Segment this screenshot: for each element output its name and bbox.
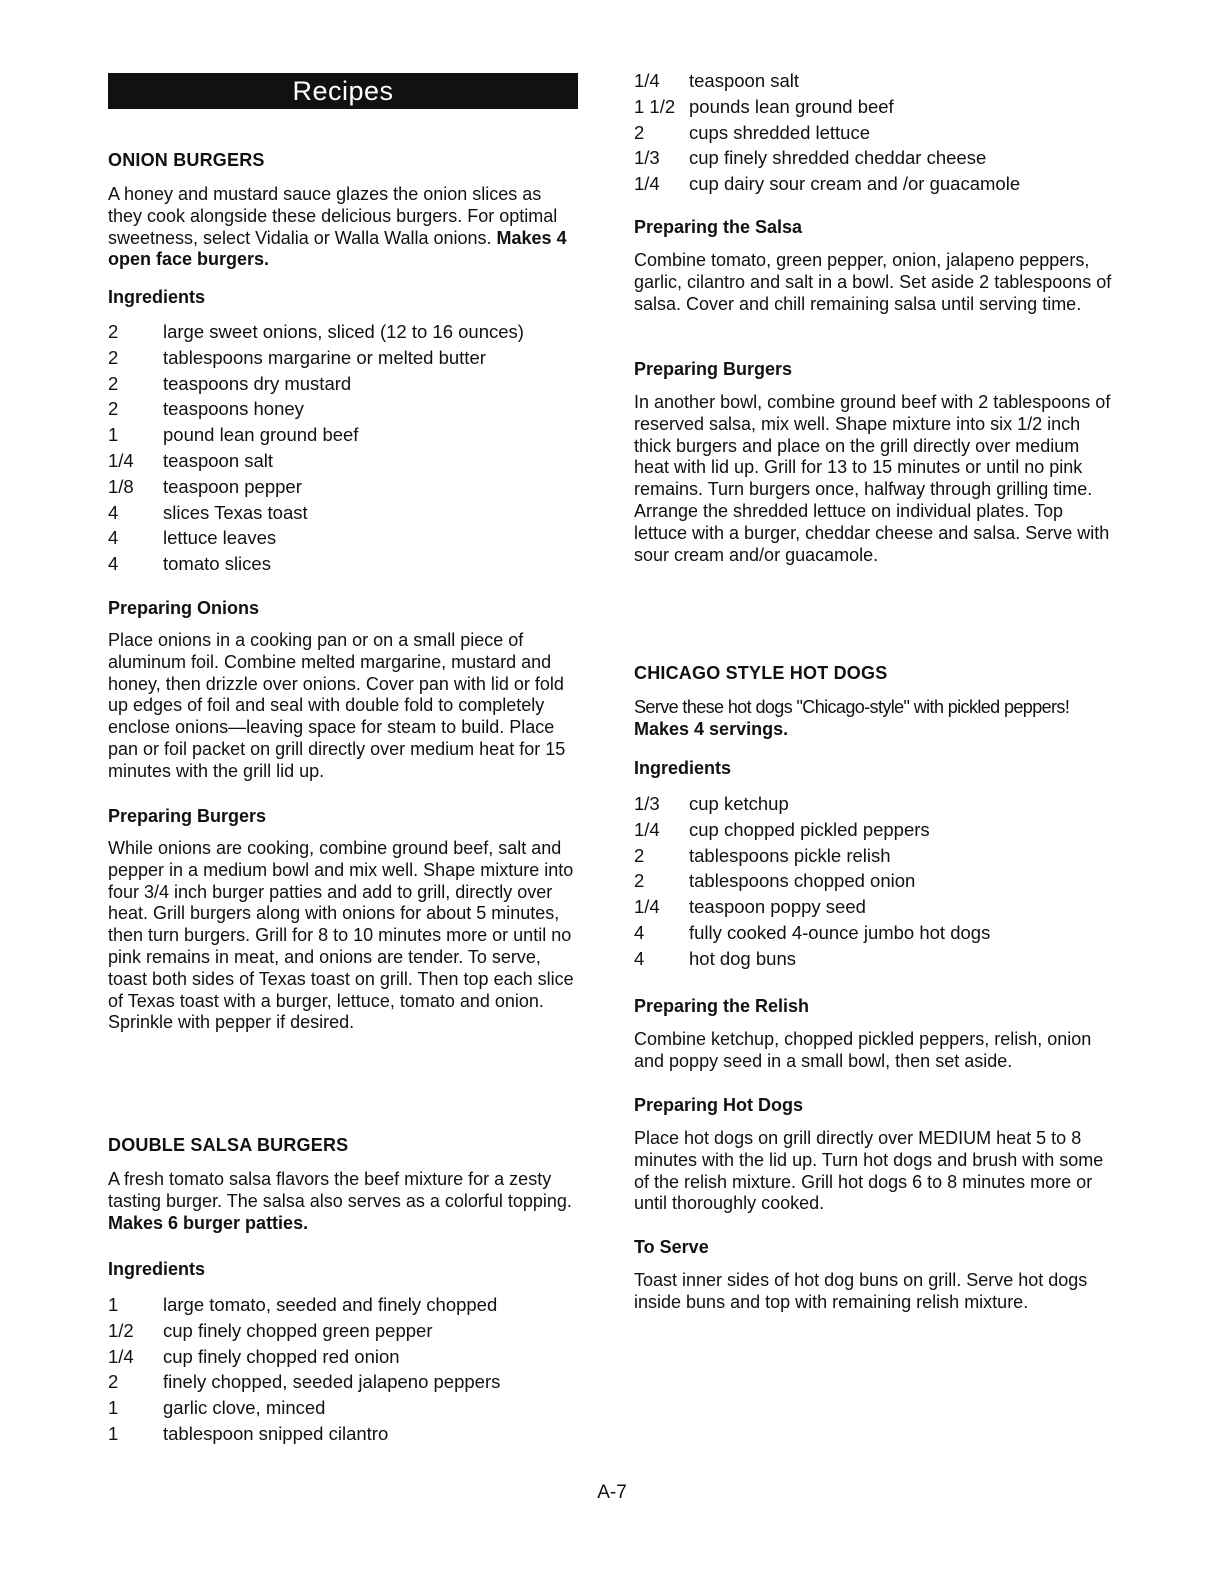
ingredient-item bbox=[108, 422, 578, 448]
preparing-hot-dogs-heading: Preparing Hot Dogs bbox=[634, 1095, 804, 1115]
ingredient-item bbox=[634, 894, 1114, 920]
preparing-relish-text: Combine ketchup, chopped pickled peppers, relish, onion and poppy seed in a small bowl, then set aside. bbox=[634, 1029, 1092, 1071]
hot-dogs-yield: Makes 4 servings. bbox=[634, 718, 789, 739]
ingredient-item bbox=[108, 1292, 578, 1318]
ingredient-text: fully cooked 4-ounce jumbo hot dogs bbox=[689, 921, 991, 943]
double-salsa-ingredients-heading: Ingredients bbox=[108, 1259, 206, 1279]
ingredient-item bbox=[108, 474, 578, 500]
ingredient-quantity: 1/4 bbox=[108, 1345, 134, 1367]
ingredient-item bbox=[108, 371, 578, 397]
ingredient-text: teaspoon pepper bbox=[163, 475, 302, 497]
ingredient-quantity: 4 bbox=[634, 947, 645, 969]
ingredient-text: cup dairy sour cream and /or guacamole bbox=[689, 173, 1021, 195]
ingredient-quantity: 1/4 bbox=[634, 896, 660, 918]
ingredient-text: teaspoons dry mustard bbox=[163, 372, 352, 394]
ingredient-item bbox=[634, 920, 1114, 946]
ingredient-quantity: 4 bbox=[108, 527, 119, 549]
ingredient-quantity: 1/8 bbox=[108, 475, 134, 497]
double-salsa-ingredient-list-continued bbox=[634, 68, 1114, 197]
ingredient-text: cup ketchup bbox=[689, 793, 789, 814]
ingredient-quantity: 1/3 bbox=[634, 793, 660, 814]
ingredient-quantity: 4 bbox=[634, 921, 645, 943]
salsa-preparing-burgers-heading: Preparing Burgers bbox=[634, 359, 793, 379]
ingredient-item bbox=[108, 500, 578, 526]
preparing-salsa-text: Combine tomato, green pepper, onion, jalapeno peppers, garlic, cilantro and salt in a bowl. Set aside 2 tablespoons of salsa. Cover and chill remaining salsa until serving time. bbox=[634, 250, 1112, 314]
to-serve-heading: To Serve bbox=[634, 1237, 709, 1257]
ingredient-text: lettuce leaves bbox=[163, 527, 277, 549]
ingredient-quantity: 2 bbox=[634, 870, 645, 892]
ingredient-item bbox=[108, 396, 578, 422]
ingredient-quantity: 1/2 bbox=[108, 1319, 134, 1341]
ingredient-quantity: 1 bbox=[108, 424, 119, 446]
preparing-salsa-heading: Preparing the Salsa bbox=[634, 217, 803, 237]
ingredient-item bbox=[634, 120, 1114, 146]
ingredient-item bbox=[108, 1369, 578, 1395]
ingredient-text: cups shredded lettuce bbox=[689, 121, 871, 143]
ingredient-item bbox=[634, 145, 1114, 171]
ingredient-quantity: 1 bbox=[108, 1422, 119, 1444]
ingredient-quantity: 1 bbox=[108, 1294, 119, 1315]
ingredient-quantity: 1 bbox=[108, 1397, 119, 1419]
ingredient-text: pounds lean ground beef bbox=[689, 95, 894, 117]
ingredient-text: tablespoons pickle relish bbox=[689, 844, 891, 866]
ingredient-item bbox=[108, 1344, 578, 1370]
onion-burgers-intro: A honey and mustard sauce glazes the onion slices as they cook alongside these delicious burgers. For optimal sweetness, select Vidalia or Walla Walla onions. Makes 4 open face burgers. bbox=[108, 184, 567, 270]
ingredient-text: cup finely shredded cheddar cheese bbox=[689, 147, 987, 169]
ingredient-item bbox=[108, 1395, 578, 1421]
onion-burgers-ingredients-heading: Ingredients bbox=[108, 287, 206, 307]
ingredient-text: hot dog buns bbox=[689, 947, 796, 969]
ingredient-text: tablespoon snipped cilantro bbox=[163, 1422, 389, 1444]
double-salsa-ingredient-list bbox=[108, 1292, 578, 1447]
ingredient-text: finely chopped, seeded jalapeno peppers bbox=[163, 1371, 501, 1393]
salsa-preparing-burgers-text: In another bowl, combine ground beef with 2 tablespoons of reserved salsa, mix well. Shape mixture into six 1/2 inch thick burgers and place on the grill directly over medium heat with lid up. Grill for 13 to 15 minutes or until no pink remains. Turn burgers once, halfway through grilling time. Arrange the shredded lettuce on individual plates. Top lettuce with a burger, cheddar cheese and salsa. Serve with sour cream and/or guacamole. bbox=[634, 392, 1111, 565]
ingredient-quantity: 1/4 bbox=[634, 818, 660, 840]
ingredient-text: cup finely chopped red onion bbox=[163, 1345, 400, 1367]
ingredient-text: slices Texas toast bbox=[163, 501, 308, 523]
ingredient-item bbox=[634, 843, 1114, 869]
ingredient-text: teaspoon poppy seed bbox=[689, 896, 866, 918]
preparing-relish-heading: Preparing the Relish bbox=[634, 996, 810, 1016]
ingredient-quantity: 4 bbox=[108, 501, 119, 523]
ingredient-item bbox=[108, 1318, 578, 1344]
ingredient-quantity: 2 bbox=[108, 1371, 119, 1393]
onion-burgers-title: ONION BURGERS bbox=[108, 150, 265, 170]
page-banner: Recipes bbox=[108, 73, 578, 109]
onion-preparing-burgers-heading: Preparing Burgers bbox=[108, 806, 267, 826]
double-salsa-yield: Makes 6 burger patties. bbox=[108, 1212, 309, 1233]
ingredient-text: large sweet onions, sliced (12 to 16 ounces) bbox=[163, 321, 524, 342]
ingredient-item bbox=[108, 345, 578, 371]
double-salsa-title: DOUBLE SALSA BURGERS bbox=[108, 1135, 349, 1155]
hot-dogs-ingredients-heading: Ingredients bbox=[634, 758, 732, 778]
ingredient-quantity: 2 bbox=[108, 346, 119, 368]
to-serve-text: Toast inner sides of hot dog buns on grill. Serve hot dogs inside buns and top with remaining relish mixture. bbox=[634, 1270, 1088, 1312]
ingredient-item bbox=[634, 946, 1114, 972]
ingredient-item bbox=[108, 525, 578, 551]
ingredient-text: teaspoon salt bbox=[163, 449, 274, 471]
hot-dogs-ingredient-list bbox=[634, 791, 1114, 972]
ingredient-item bbox=[634, 791, 1114, 817]
ingredient-text: garlic clove, minced bbox=[163, 1397, 326, 1419]
onion-preparing-burgers-text: While onions are cooking, combine ground beef, salt and pepper in a medium bowl and mix well. Shape mixture into four 3/4 inch burger patties and add to grill, directly over heat. Grill burgers along with onions for about 5 minutes, then turn burgers. Grill for 8 to 10 minutes more or until no pink remains in meat, and onions are tender. To serve, toast both sides of Texas toast on grill. Then top each slice of Texas toast with a burger, lettuce, tomato and onion. Sprinkle with pepper if desired. bbox=[108, 838, 574, 1033]
ingredient-quantity: 2 bbox=[634, 844, 645, 866]
preparing-onions-heading: Preparing Onions bbox=[108, 598, 260, 618]
ingredient-item bbox=[108, 448, 578, 474]
ingredient-quantity: 2 bbox=[634, 121, 645, 143]
ingredient-quantity: 2 bbox=[108, 321, 119, 342]
ingredient-text: tablespoons chopped onion bbox=[689, 870, 916, 892]
ingredient-item bbox=[108, 319, 578, 345]
ingredient-quantity: 2 bbox=[108, 398, 119, 420]
ingredient-text: cup chopped pickled peppers bbox=[689, 818, 930, 840]
hot-dogs-title: CHICAGO STYLE HOT DOGS bbox=[634, 663, 888, 683]
ingredient-quantity: 4 bbox=[108, 553, 119, 575]
ingredient-quantity: 1/4 bbox=[108, 449, 134, 471]
double-salsa-intro: A fresh tomato salsa flavors the beef mixture for a zesty tasting burger. The salsa also serves as a colorful topping. Makes 6 burger patties. bbox=[108, 1169, 572, 1233]
ingredient-item bbox=[108, 551, 578, 577]
ingredient-text: tomato slices bbox=[163, 553, 271, 575]
ingredient-quantity: 2 bbox=[108, 372, 119, 394]
preparing-onions-text: Place onions in a cooking pan or on a small piece of aluminum foil. Combine melted margarine, mustard and honey, then drizzle over onions. Cover pan with lid or fold up edges of foil and seal with double fold to completely enclose onions—leaving space for steam to build. Place pan or foil packet on grill directly over medium heat for 15 minutes with the grill lid up. bbox=[108, 630, 566, 781]
ingredient-text: tablespoons margarine or melted butter bbox=[163, 346, 486, 368]
ingredient-item bbox=[634, 817, 1114, 843]
ingredient-text: pound lean ground beef bbox=[163, 424, 359, 446]
ingredient-quantity: 1 1/2 bbox=[634, 95, 676, 117]
ingredient-item bbox=[108, 1421, 578, 1447]
preparing-hot-dogs-text: Place hot dogs on grill directly over MEDIUM heat 5 to 8 minutes with the lid up. Turn hot dogs and brush with some of the relish mixture. Grill hot dogs 6 to 8 minutes more or until thoroughly cooked. bbox=[634, 1128, 1104, 1214]
ingredient-item bbox=[634, 94, 1114, 120]
hot-dogs-intro: Serve these hot dogs "Chicago-style" with pickled peppers! Makes 4 servings. bbox=[634, 697, 1070, 739]
ingredient-quantity: 1/4 bbox=[634, 70, 660, 91]
onion-burgers-ingredient-list bbox=[108, 319, 578, 577]
ingredient-text: teaspoons honey bbox=[163, 398, 304, 420]
ingredient-item bbox=[634, 171, 1114, 197]
ingredient-text: teaspoon salt bbox=[689, 70, 800, 91]
page-number: A-7 bbox=[597, 1482, 627, 1503]
ingredient-item bbox=[634, 68, 1114, 94]
ingredient-text: cup finely chopped green pepper bbox=[163, 1319, 433, 1341]
ingredient-quantity: 1/4 bbox=[634, 173, 660, 195]
ingredient-item bbox=[634, 868, 1114, 894]
onion-burgers-yield: Makes 4 open face burgers. bbox=[108, 227, 567, 270]
ingredient-quantity: 1/3 bbox=[634, 147, 660, 169]
ingredient-text: large tomato, seeded and finely chopped bbox=[163, 1294, 498, 1315]
